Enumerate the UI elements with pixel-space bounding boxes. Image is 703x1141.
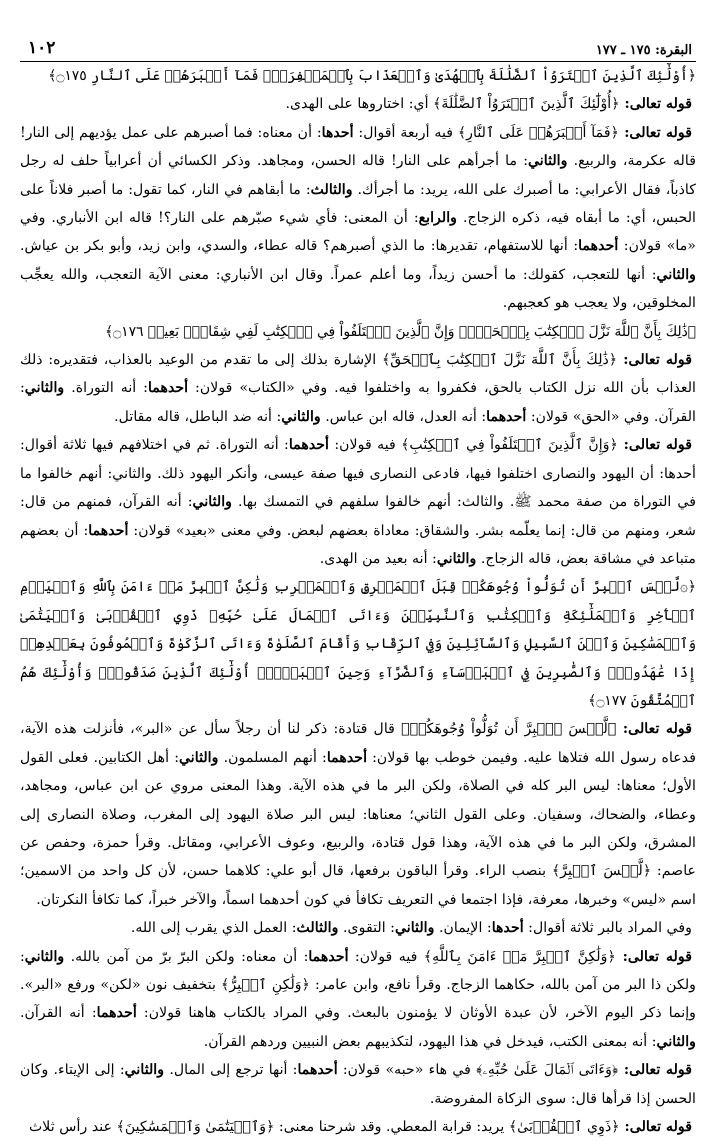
text-segment: ﴿ذَوِي ٱلۡقُرۡبَىٰ﴾ يريد: قرابة المعطي. وقد شرحنا معنى: ﴿وَٱلۡيَتَٰمَىٰ وَٱلۡمَسَٰكِينَ﴾ عند رأس ثلاث bbox=[28, 1119, 620, 1136]
text-segment: ﴿وَلَٰكِنَّ ٱلۡبِرَّ مَنۡ ءَامَنَ بِٱللَّهِ﴾ فيه قولان: bbox=[348, 948, 616, 965]
bold-term: قوله تعالى: bbox=[618, 124, 692, 141]
bold-term: أحدهما bbox=[88, 522, 129, 539]
commentary-paragraph bbox=[20, 1056, 696, 1113]
text-segment: : أن بعضهم متباعد في مشاقة بعض، قاله الزجاج. bbox=[20, 522, 696, 567]
text-segment: : أن المعنى: فأي شيء صبّرهم على النار؟! قاله ابن الأنباري. وفي «ما» قولان: bbox=[20, 210, 696, 255]
bold-term: والثالث bbox=[310, 181, 353, 198]
surah-reference: البقرة: ١٧٥ ـ ١٧٧ bbox=[595, 43, 692, 58]
bold-term: والثاني bbox=[24, 948, 65, 965]
bold-term: والثاني bbox=[394, 920, 435, 937]
commentary-paragraph bbox=[20, 943, 696, 1057]
text-segment: : أنها للتعجب، كقولك: ما أحسن زيداً، وما أعلم عمراً. وقال ابن الأنباري: معنى الآية التعجب، والله يعجِّب المخلوقين، ولا يعجب هو كعجبهم. bbox=[20, 266, 696, 312]
bold-term: قوله تعالى: bbox=[619, 96, 692, 113]
page-header bbox=[20, 6, 696, 62]
bold-term: قوله تعالى: bbox=[615, 948, 692, 965]
text-segment: : أنهم المسلمون. bbox=[218, 749, 327, 766]
page-content bbox=[20, 62, 696, 1141]
bold-term: والثاني bbox=[178, 749, 219, 766]
text-segment: : أنه ضد الباطل، قاله مقاتل. bbox=[114, 408, 282, 425]
text-segment: : الإيمان. bbox=[434, 920, 492, 937]
text-segment: : أنه بعيد من الهدى. bbox=[319, 550, 437, 567]
ayah-paragraph bbox=[20, 318, 696, 346]
bold-term: أحدها bbox=[321, 124, 354, 141]
commentary-paragraph bbox=[20, 119, 696, 318]
bold-term: والرابع bbox=[418, 210, 457, 227]
bold-term: والثاني bbox=[656, 1033, 696, 1050]
bold-term: قوله تعالى: bbox=[617, 352, 692, 369]
text-segment: ﴿أُوْلَٰٓئِكَ ٱلَّذِينَ ٱشۡتَرَوُاْ ٱلضَّلَٰلَةَ بِٱلۡهُدَىٰ وَٱلۡعَذَابَ بِٱلۡمَغۡفِرَةِۚ فَمَآ أَصۡبَرَهُمۡ عَلَى ٱلنَّارِ ۝١٧٥﴾ bbox=[48, 68, 696, 84]
text-segment: ﴿لَّيۡسَ ٱلۡبِرَّ أَن تُوَلُّواْ وُجُوهَكُمۡ﴾ قال قتادة: ذكر لنا أن رجلاً سأل عن «البر»، فأنزلت هذه الآية، فدعاه رسول الله فتلاها عليه. وفيمن خوطب بها قولان: bbox=[20, 721, 697, 766]
text-segment: : ولكن ذا البر من آمن بالله، حكاهما الزجاج. وقرأ نافع، وابن عامر: ﴿وَلَٰكِنِ ٱلۡبِرُّ﴾ بتخفيف نون «لكن» ورفع «البر». وإنما ذكر اليوم الآخر، لأن عبدة الأوثان لا يؤمنون بالبعث. وفي المراد بالكتاب هاهنا قولان: bbox=[20, 948, 697, 1022]
bold-term: قوله تعالى: bbox=[619, 1119, 692, 1136]
text-segment: ﴿وَإِنَّ ٱلَّذِينَ ٱخۡتَلَفُواْ فِي ٱلۡكِتَٰبِ﴾ فيه قولان: bbox=[329, 437, 618, 454]
commentary-paragraph bbox=[20, 1113, 696, 1141]
commentary-paragraph bbox=[20, 914, 696, 942]
text-segment: : القرآن. وفي «الحق» قولان: bbox=[20, 380, 696, 425]
text-segment: : أنه بمعنى الكتب، فيدخل في هذا اليهود، لتكذيبهم بعض النبيين وردهم القرآن. bbox=[203, 1033, 657, 1050]
ayah-paragraph bbox=[20, 573, 696, 715]
bold-term: والثاني bbox=[124, 1062, 165, 1079]
bold-term: أحدهما bbox=[326, 749, 368, 766]
text-segment: : إلى الإيتاء. وكان الحسن إذا قرأها قال: سوى الزكاة المفروضة. bbox=[20, 1062, 696, 1107]
bold-term: أحدهما bbox=[308, 948, 349, 965]
bold-term: أحدهما bbox=[578, 238, 619, 255]
bold-term: أحدها bbox=[491, 920, 524, 937]
text-segment: ﴿ذَٰلِكَ بِأَنَّ ٱللَّهَ نَزَّلَ ٱلۡكِتَٰبَ بِٱلۡحَقِّ﴾ الإشارة بذلك إلى ما تقدم من الوعيد بالعذاب، فتقديره: ذلك العذاب بأن الله نزل الكتاب بالحق، فكفروا به واختلفوا فيه. وفي «الكتاب» قولان: bbox=[20, 352, 696, 397]
bold-term: أحدهما bbox=[147, 380, 189, 397]
text-segment: ﴿أُوْلَٰٓئِكَ ٱلَّذِينَ ٱشۡتَرَوُاْ ٱلضَّلَٰلَةَ﴾ أي: اختاروها على الهدى. bbox=[285, 96, 620, 113]
page-number: ١٠٢ bbox=[28, 38, 56, 58]
bold-term: أحدهما bbox=[486, 408, 527, 425]
text-segment: ﴿ذَٰلِكَ بِأَنَّ ٱللَّهَ نَزَّلَ ٱلۡكِتَٰبَ بِٱلۡحَقِّۗ وَإِنَّ ٱلَّذِينَ ٱخۡتَلَفُواْ فِي ٱلۡكِتَٰبِ لَفِي شِقَاقِۭ بَعِيدٖ ۝١٧٦﴾ bbox=[105, 323, 696, 340]
text-segment: : ما أبقاهم في النار، كما تقول: ما أصبر فلاناً على الحبس، أي: ما أبقاه فيه، ذكره الزجاج. bbox=[20, 181, 697, 227]
commentary-paragraph bbox=[20, 431, 696, 573]
bold-term: والثالث bbox=[296, 920, 339, 937]
ayah-paragraph bbox=[20, 62, 696, 90]
text-segment: ﴿وَءَاتَى ٱلۡمَالَ عَلَىٰ حُبِّهِۦ﴾ في هاء «حبه» قولان: bbox=[337, 1062, 619, 1079]
text-segment: : أنه القرآن، فمنهم من قال: شعر، ومنهم من قال: إنما يعلّمه بشر. والشقاق: معاداة بعضهم لبعض. وفي معنى «بعيد» قولان: bbox=[20, 494, 696, 539]
bold-term: أحدهما bbox=[96, 1005, 137, 1022]
text-segment: : أنه التوراة. bbox=[64, 380, 148, 397]
bold-term: أحدهما bbox=[288, 437, 329, 454]
text-segment: ﴿فَمَآ أَصۡبَرَهُمۡ عَلَى ٱلنَّارِ﴾ فيه أربعة أقوال: bbox=[353, 124, 619, 141]
bold-term: قوله تعالى: bbox=[618, 1062, 693, 1079]
text-segment: ﴿۞لَّيۡسَ ٱلۡبِرَّ أَن تُوَلُّواْ وُجُوهَكُمۡ قِبَلَ ٱلۡمَشۡرِقِ وَٱلۡمَغۡرِبِ وَلَٰكِنَّ ٱلۡبِرَّ مَنۡ ءَامَنَ بِٱللَّهِ وَٱلۡيَوۡمِ ٱلۡأٓخِرِ وَٱلۡمَلَٰٓئِكَةِ وَٱلۡكِتَٰبِ وَٱلنَّبِيِّـۧنَ وَءَاتَى ٱلۡمَالَ عَلَىٰ حُبِّهِۦ ذَوِي ٱلۡقُرۡبَىٰ وَٱلۡيَتَٰمَىٰ وَٱلۡمَسَٰكِينَ وَٱبۡنَ ٱلسَّبِيلِ وَٱلسَّآئِلِينَ وَفِي ٱلرِّقَابِ وَأَقَامَ ٱلصَّلَوٰةَ وَءَاتَى ٱلزَّكَوٰةَ وَٱلۡمُوفُونَ بِعَهۡدِهِمۡ إِذَا عَٰهَدُواْۖ وَٱلصَّٰبِرِينَ فِي ٱلۡبَأۡسَآءِ وَٱلضَّرَّآءِ وَحِينَ ٱلۡبَأۡسِۗ أُوْلَٰٓئِكَ ٱلَّذِينَ صَدَقُواْۖ وَأُوْلَٰٓئِكَ هُمُ ٱلۡمُتَّقُونَ ۝١٧٧﴾ bbox=[20, 579, 696, 709]
book-page bbox=[20, 6, 697, 1136]
text-segment: : أنه العدل، قاله ابن عباس. bbox=[320, 408, 487, 425]
text-segment: وفي المراد بالبر ثلاثة أقوال: bbox=[523, 920, 692, 937]
text-segment: : أن معناه: ولكن البرّ برّ من آمن بالله. bbox=[64, 948, 309, 965]
text-segment: : أن معناه: فما أصبرهم على عمل يؤديهم إلى النار! قاله عكرمة، والربيع. bbox=[20, 124, 696, 170]
text-segment: : أنه القرآن. bbox=[20, 1005, 97, 1022]
text-segment: : العمل الذي يقرب إلى الله. bbox=[130, 920, 297, 937]
text-segment: : ما أجرأهم على النار! قاله الحسن، ومجاهد. وذكر الكسائي أن أعرابياً حلف له رجل كاذباً، فقال الأعرابي: ما أصبرك على الله، يريد: ما أجرأك. bbox=[20, 153, 696, 198]
bold-term: والثاني bbox=[656, 266, 696, 283]
bold-term: والثاني bbox=[192, 494, 233, 511]
bold-term: قوله تعالى: bbox=[617, 437, 692, 454]
text-segment: : التقوى. bbox=[338, 920, 395, 937]
commentary-paragraph bbox=[20, 346, 696, 431]
commentary-paragraph bbox=[20, 715, 696, 914]
text-segment: : أنها ترجع إلى المال. bbox=[164, 1062, 298, 1079]
bold-term: والثاني bbox=[281, 408, 321, 425]
bold-term: والثاني bbox=[24, 380, 65, 397]
text-segment: : أنها للاستفهام، تقديرها: ما الذي أصبرهم؟ قاله عطاء، والسدي، وابن زيد، وأبو بكر بن عياش. bbox=[20, 238, 579, 255]
bold-term: والثاني bbox=[436, 550, 477, 567]
bold-term: قوله تعالى: bbox=[616, 721, 692, 738]
text-segment: : أهل الكتابين. فعلى القول الأول؛ معناها: ليس البر كله في الصلاة، ولكن البر ما في هذه الآية. وهذا المعنى مروي عن ابن عباس، ومجاهد، وعطاء، والضحاك، وسفيان. وعلى القول الثاني؛ معناها: ليس البر صلاة اليهود إلى المغرب، وصلاة النصارى إلى المشرق، ولكن البر ما في هذه الآية، وهذا قول قتادة، والربيع، وعوف الأعرابي، ومقاتل. وقرأ حمزة، وحفص عن عاصم: ﴿لَّيۡسَ ٱلۡبِرَّ﴾ بنصب الراء. وقرأ الباقون برفعها، قال أبو علي: كلاهما حسن، لأن كل واحد من الاسمين؛ اسم «ليس» وخبرها، معرفة، فإذا اجتمعا في التعريف تكافأ في كون أحدهما اسماً، والآخر خبراً، كما تكافأ النكرتان. bbox=[20, 749, 696, 908]
commentary-paragraph bbox=[20, 90, 696, 118]
text-segment: : أنه التوراة. ثم في اختلافهم فيها ثلاثة أقوال: أحدها: أن اليهود والنصارى اختلفوا فيها، فادعى النصارى فيها صفة عيسى، وأنكر اليهود ذلك. والثاني: أنهم خالفوا ما في التوراة من صفة محمد ﷺ. والثالث: أنهم خالفوا سلفهم في التمسك بها. bbox=[20, 437, 696, 511]
bold-term: والثاني bbox=[527, 153, 568, 170]
bold-term: أحدهما bbox=[297, 1062, 338, 1079]
